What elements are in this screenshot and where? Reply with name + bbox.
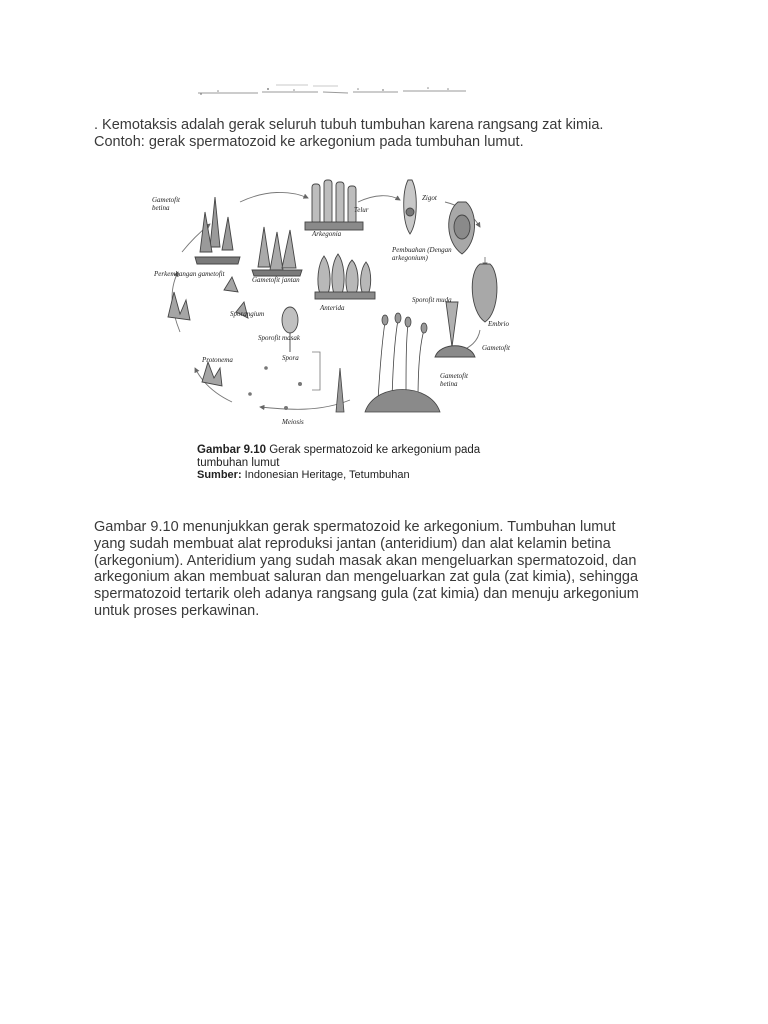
explanation-paragraph: [94, 519, 684, 620]
label-spora: Spora: [282, 354, 299, 362]
intro-line-2: Contoh: gerak spermatozoid ke arkegonium pada tumbuhan lumut.: [94, 133, 524, 150]
label-protonema: Protonema: [202, 356, 233, 364]
meiosis-plant-drawing: [336, 368, 344, 412]
anterida-drawing: [315, 254, 375, 299]
label-perkembangan-gametofit: Perkembangan gametofit: [154, 270, 225, 278]
label-telur: Telur: [354, 206, 369, 214]
explanation-line-2: yang sudah membuat alat reproduksi jantan (anteridium) dan alat kelamin betina: [94, 535, 611, 552]
label-zigot: Zigot: [422, 194, 437, 202]
label-gametofit-jantan: Gametofit jantan: [252, 276, 300, 284]
explanation-line-1: Gambar 9.10 menunjukkan gerak spermatozoid ke arkegonium. Tumbuhan lumut: [94, 519, 616, 535]
label-embrio: Embrio: [488, 320, 509, 328]
label-sporofit-masak: Sporofit masak: [258, 334, 300, 342]
arkegonia-drawing: [305, 180, 363, 230]
sporangium-drawing: [282, 307, 298, 352]
sporofit-muda-drawing: [435, 302, 475, 357]
explanation-line-6: untuk proses perkawinan.: [94, 602, 260, 619]
spora-drawing: [248, 366, 302, 410]
label-gametofit-betina-bottom: Gametofit betina: [440, 372, 468, 388]
label-arkegonia: Arkegonia: [312, 230, 342, 238]
caption-text-1: Gerak spermatozoid ke arkegonium pada: [266, 444, 481, 456]
gametofit-jantan-drawing: [252, 227, 302, 276]
label-pembuahan: Pembuahan (Dengan arkegonium): [392, 246, 452, 262]
intro-line-1: . Kemotaksis adalah gerak seluruh tubuh tumbuhan karena rangsang zat kimia.: [94, 117, 604, 133]
caption-text-2: tumbuhan lumut: [197, 456, 280, 469]
explanation-line-5: spermatozoid tertarik oleh adanya rangsang gula (zat kimia) dan menuju arkegonium: [94, 586, 639, 603]
explanation-line-4: arkegonium akan membuat saluran dan mengeluarkan zat gula (zat kimia), sehingga: [94, 569, 639, 586]
zigot-drawing: [404, 180, 417, 234]
label-gametofit: Gametofit: [482, 344, 510, 352]
label-gametofit-betina: Gametofit betina: [152, 196, 180, 212]
figure-caption: [197, 444, 517, 482]
caption-number: Gambar 9.10: [197, 444, 267, 456]
caption-source-text: Indonesian Heritage, Tetumbuhan: [241, 469, 410, 481]
label-anterida: Anterida: [320, 304, 345, 312]
sporofit-masak-drawing: [365, 313, 440, 412]
label-meiosis: Meiosis: [282, 418, 304, 426]
intro-paragraph: [94, 117, 684, 151]
explanation-line-3: (arkegonium). Anteridium yang sudah masak akan mengeluarkan spermatozoid, dan: [94, 552, 637, 569]
label-sporofit-muda: Sporofit muda: [412, 296, 452, 304]
moss-life-cycle-figure: [140, 172, 522, 492]
scan-artifact: [198, 80, 468, 96]
meiosis-bracket: [312, 352, 320, 390]
label-sporangium: Sporangium: [230, 310, 265, 318]
caption-source-label: Sumber:: [197, 469, 242, 481]
